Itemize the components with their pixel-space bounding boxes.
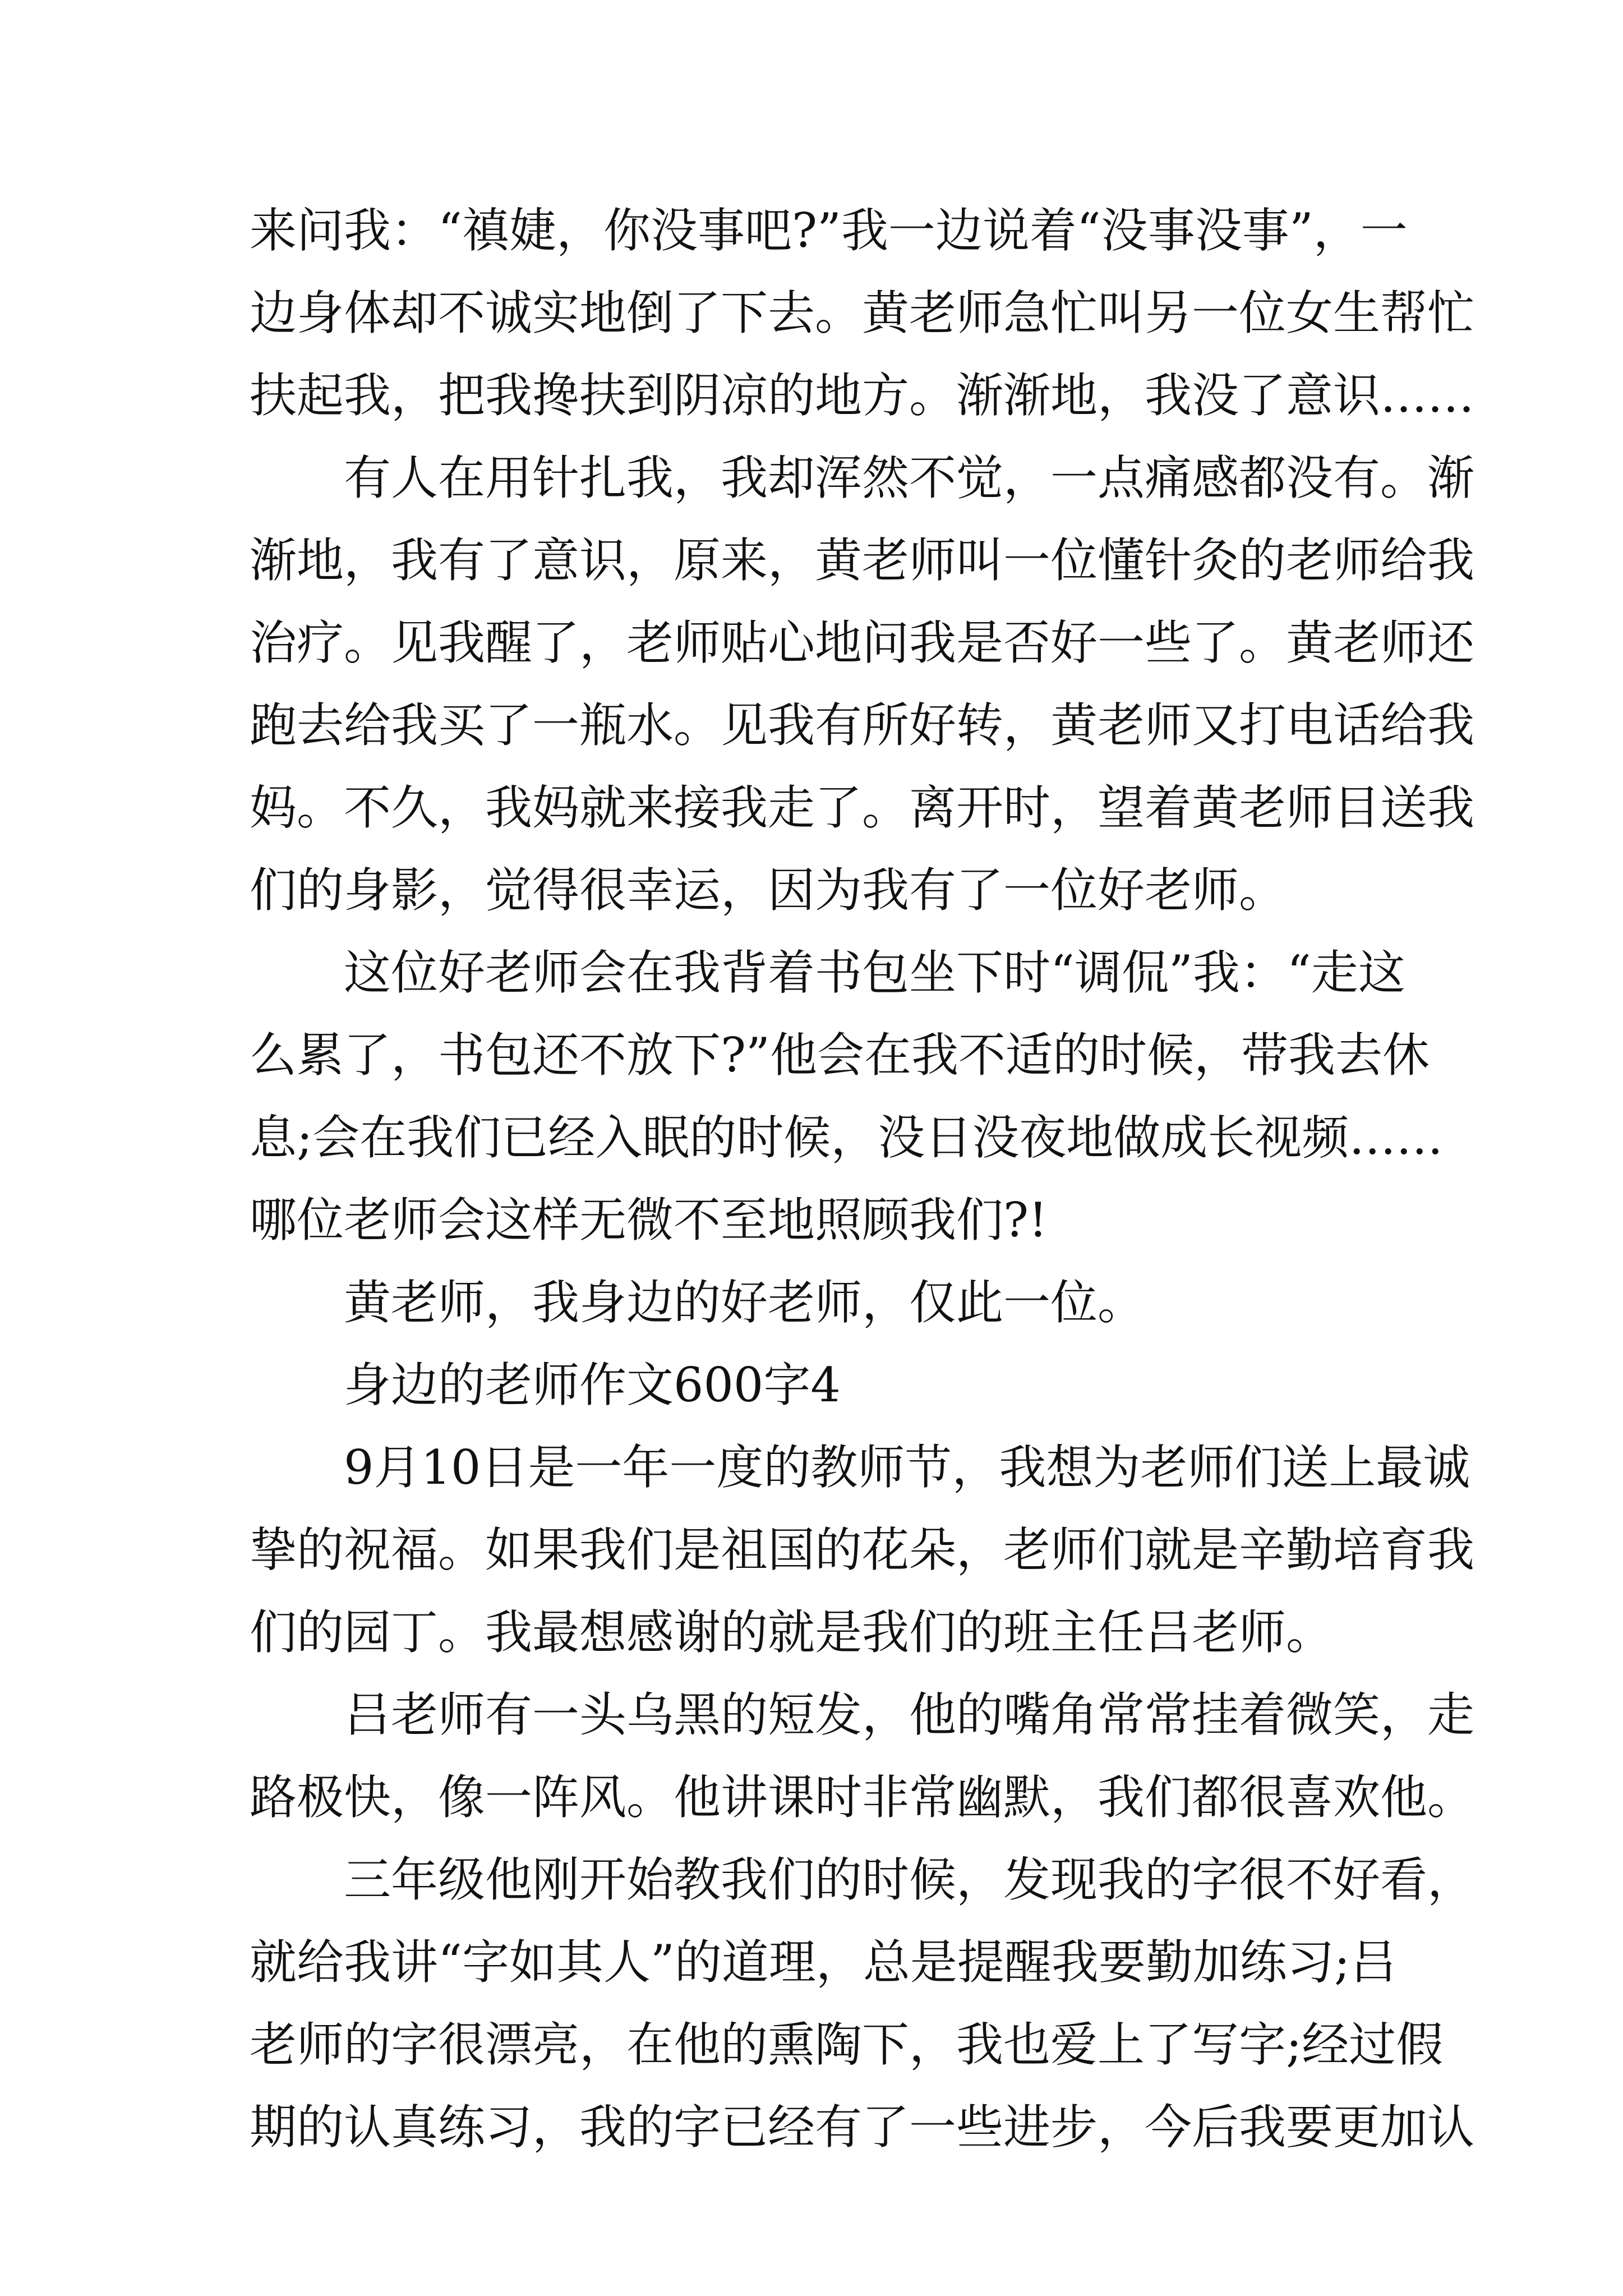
text-line: 们的身影，觉得很幸运，因为我有了一位好老师。	[250, 863, 1287, 918]
text-line: 9月10日是一年一度的教师节，我想为老师们送上最诚	[344, 1440, 1470, 1495]
text-line: 扶起我，把我搀扶到阴凉的地方。渐渐地，我没了意识……	[250, 368, 1475, 423]
text-line: 妈。不久，我妈就来接我走了。离开时，望着黄老师目送我	[250, 780, 1475, 835]
text-line: 息;会在我们已经入眠的时候，没日没夜地做成长视频……	[250, 1110, 1444, 1165]
section-heading: 身边的老师作文600字4	[344, 1358, 841, 1412]
text-line: 来问我：“禛婕，你没事吧?”我一边说着“没事没事”，一	[250, 203, 1408, 258]
text-line: 吕老师有一头乌黑的短发，他的嘴角常常挂着微笑，走	[344, 1687, 1475, 1742]
text-line: 渐地，我有了意识，原来，黄老师叫一位懂针灸的老师给我	[250, 533, 1475, 588]
text-line: 黄老师，我身边的好老师，仅此一位。	[344, 1275, 1145, 1330]
text-line: 三年级他刚开始教我们的时候，发现我的字很不好看，	[344, 1852, 1475, 1907]
text-line: 跑去给我买了一瓶水。见我有所好转，黄老师又打电话给我	[250, 698, 1475, 753]
text-line: 期的认真练习，我的字已经有了一些进步，今后我要更加认	[250, 2100, 1475, 2155]
text-line: 老师的字很漂亮，在他的熏陶下，我也爱上了写字;经过假	[250, 2017, 1444, 2072]
text-line: 就给我讲“字如其人”的道理，总是提醒我要勤加练习;吕	[250, 1935, 1398, 1990]
text-line: 路极快，像一阵风。他讲课时非常幽默，我们都很喜欢他。	[250, 1770, 1475, 1825]
document-body	[250, 190, 1475, 2169]
text-line: 么累了，书包还不放下?”他会在我不适的时候，带我去休	[250, 1028, 1430, 1083]
text-line: 们的园丁。我最想感谢的就是我们的班主任吕老师。	[250, 1605, 1334, 1660]
text-line: 有人在用针扎我，我却浑然不觉，一点痛感都没有。渐	[344, 450, 1475, 505]
text-line: 挚的祝福。如果我们是祖国的花朵，老师们就是辛勤培育我	[250, 1522, 1475, 1577]
text-line: 这位好老师会在我背着书包坐下时“调侃”我：“走这	[344, 945, 1405, 1000]
text-line: 治疗。见我醒了，老师贴心地问我是否好一些了。黄老师还	[250, 615, 1475, 670]
text-line: 边身体却不诚实地倒了下去。黄老师急忙叫另一位女生帮忙	[250, 286, 1475, 341]
text-line: 哪位老师会这样无微不至地照顾我们?!	[250, 1193, 1048, 1248]
